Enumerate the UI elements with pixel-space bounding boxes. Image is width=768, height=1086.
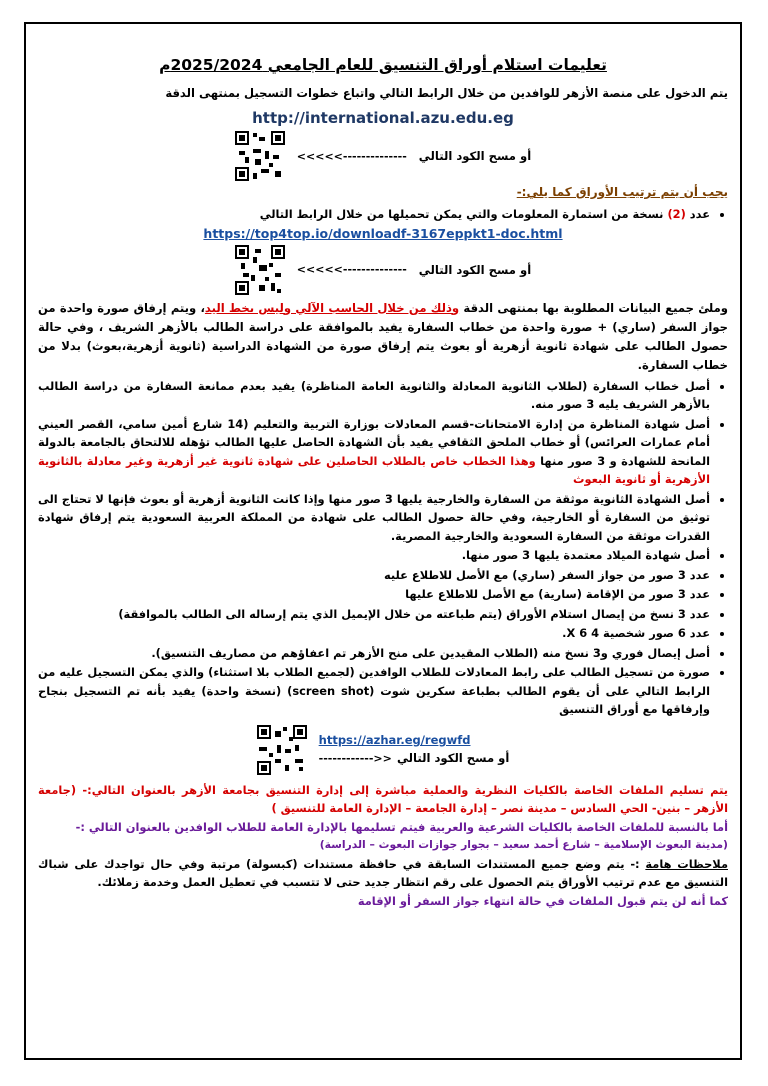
title-text: تعليمات استلام أوراق التنسيق للعام الجامعي	[267, 56, 607, 74]
intro-text: يتم الدخول على منصة الأزهر للوافدين من خلال الرابط التالي واتباع خطوات التسجيل بمنتهى الدقة	[165, 86, 728, 100]
qr-row-3	[38, 725, 728, 775]
qr-row-1	[38, 131, 728, 181]
list-item: • أصل شهادة المناظرة من إدارة الامتحانات-قسم المعادلات بوزارة التربية والتعليم (14 شارع أمين سامي، القصر العيني أمام عمارات العرائس) أو خطاب الملحق الثقافي يفيد بأن الشهادة الحاصل عليها الطالب تؤهله للالتحاق بالجامعة بالدولة المانحة للشهادة و 3 صور منها وهذا الخطاب خاص بالطلاب الحاصلين على شهادة ثانوية غير أزهرية وغير معادلة بالثانوية الأزهرية أو ثانوية البعوث	[38, 415, 710, 489]
qr-row-2	[38, 245, 728, 295]
list-item: • أصل الشهادة الثانوية موثقة من السفارة والخارجية يليها 3 صور منها وإذا كانت الثانوية أزهرية أو بعوث فإنها لا تحتاج الى توثيق من السفارة أو الخارجية، وفي حالة حصول الطالب على شهادة من المملكة العربية السعودية يتم إرفاق شهادة القدرات موثقة من السفارة السعودية والخارجية المصرية.	[38, 490, 710, 546]
qr-code-icon[interactable]	[235, 131, 285, 181]
arrange-heading: يجب أن يتم ترتيب الأوراق كما يلي:-	[516, 185, 728, 199]
list-item: • عدد 3 صور من جواز السفر (ساري) مع الأصل للاطلاع عليه	[38, 566, 710, 585]
registration-link[interactable]: https://azhar.eg/regwfd	[318, 733, 471, 747]
page-title	[38, 54, 728, 76]
notes-label: ملاحظات هامة	[645, 856, 728, 871]
list-item: • صورة من تسجيل الطالب على رابط المعادلات للطلاب الوافدين (لجميع الطلاب بلا استثناء) والذي يمكن التسجيل عليه من الرابط التالي على أن يقوم الطالب بطباعة سكرين شوت (screen shot) (نسخة واحدة) يفيد بأنه تم التسجيل بنجاح وإرفاقها مع أوراق التنسيق	[38, 663, 710, 719]
delivery-address-red: يتم تسليم الملفات الخاصة بالكليات النظرية والعملية مباشرة إلى إدارة التنسيق بجامعة الأزهر بالعنوان التالي:- (جامعة الأزهر – بنين- الحي السادس – مدينة نصر – إدارة الجامعة – الإدارة العامة للتنسيق )	[38, 782, 728, 815]
qr2-arrows: <<<<<--------------	[296, 263, 407, 276]
list-item: • أصل شهادة الميلاد معتمدة يليها 3 صور منها.	[38, 546, 710, 565]
form-list	[38, 205, 728, 224]
qr3-arrows: <<------------	[318, 752, 392, 765]
document-body	[38, 54, 728, 910]
qr1-arrows: <<<<<--------------	[296, 149, 407, 163]
list-item: • عدد 3 نسخ من إيصال استلام الأوراق (يتم طباعته من خلال الإيميل الذي يتم إرساله الى الطالب بالموافقة)	[38, 605, 710, 624]
list-item: • أصل إيصال فوري و3 نسخ منه (الطلاب المقيدين على منح الأزهر تم اعفاؤهم من مصاريف التنسيق).	[38, 644, 710, 663]
qr3-label: أو مسح الكود التالي	[396, 751, 510, 765]
delivery-address-purple-2: (مدينة البعوث الإسلامية – شارع أحمد سعيد – بجوار جوازات البعوث – الدراسة)	[319, 838, 728, 851]
delivery-address-purple: أما بالنسبة للملفات الخاصة بالكليات الشرعية والعربية فيتم تسليمها بالإدارة العامة للطلاب الوافدين بالعنوان التالي :-	[75, 819, 728, 834]
list-item: • أصل خطاب السفارة (لطلاب الثانوية المعادلة والثانوية العامة المناظرة) يفيد بعدم ممانعة السفارة من دراسة الطالب بالأزهر الشريف يليه 3 صور منه.	[38, 377, 710, 414]
qr-code-icon[interactable]	[235, 245, 285, 295]
fill-instructions: وملئ جميع البيانات المطلوبة بها بمنتهى الدقة وذلك من خلال الحاسب الآلي وليس بخط اليد، ويتم إرفاق صورة واحدة من جواز السفر (ساري) + صورة واحدة من خطاب السفارة يفيد بالموافقة على دراسة الطالب بالأزهر الشريف ، وفي حالة حصول الطالب على شهادة ثانوية أزهرية أو بعوث يتم إرفاق صورة من الشهادة الدراسية (ثانوية أزهرية،بعوث) بدلا من خطاب السفارة.	[38, 300, 728, 372]
documents-list	[38, 377, 728, 719]
form-download-link[interactable]: https://top4top.io/downloadf-3167eppkt1-doc.html	[203, 225, 563, 241]
handwriting-warning: وذلك من خلال الحاسب الآلي وليس بخط اليد	[204, 300, 460, 315]
list-item: • عدد 6 صور شخصية 4 X 6.	[38, 624, 710, 643]
final-warning: كما أنه لن يتم قبول الملفات في حالة انتهاء جواز السفر أو الإقامة	[357, 893, 728, 908]
qr2-label: أو مسح الكود التالي	[418, 262, 532, 277]
qr1-label: أو مسح الكود التالي	[418, 149, 532, 163]
title-year: 2025/2024م	[159, 56, 263, 74]
list-item: • عدد (2) نسخة من استمارة المعلومات والتي يمكن تحميلها من خلال الرابط التالي	[38, 205, 710, 224]
important-notes: ملاحظات هامة :- يتم وضع جميع المستندات السابقة في حافظة مستندات (كبسولة) مرتبة وفي حال تواجدك على شباك التنسيق مع عدم ترتيب الأوراق يتم الحصول على رقم انتظار جديد حتى لا تتسبب في تعطيل العمل وخدمة زملائك.	[38, 856, 728, 889]
main-url-link[interactable]: http://international.azu.edu.eg	[252, 109, 514, 127]
list-item: • عدد 3 صور من الإقامة (سارية) مع الأصل للاطلاع عليها	[38, 585, 710, 604]
qr-code-icon[interactable]	[257, 725, 307, 775]
